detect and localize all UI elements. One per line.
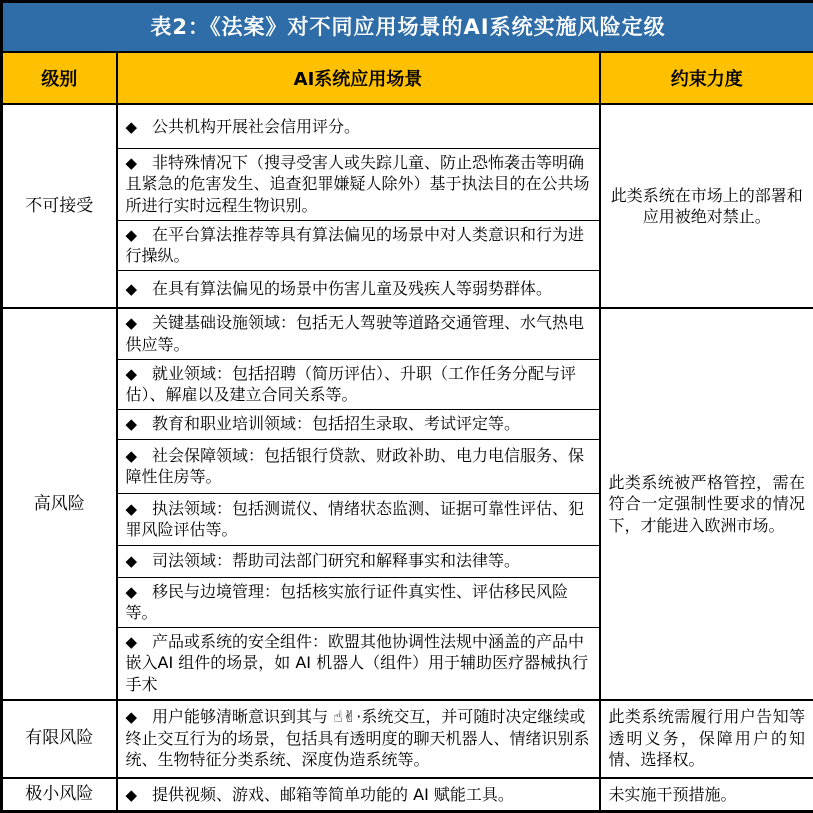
scenario-cell (117, 220, 600, 270)
diamond-bullet-icon: ◆ (126, 500, 138, 518)
scenario-cell (117, 627, 600, 699)
column-header-level: 级别 (2, 52, 117, 104)
scenario-text: 关键基础设施领域：包括无人驾驶等道路交通管理、水气热电供应等。 (126, 313, 585, 354)
constraint-cell-minimal-risk: 未实施干预措施。 (600, 778, 813, 812)
level-cell-high-risk: 高风险 (2, 308, 117, 699)
constraint-cell-unacceptable: 此类系统在市场上的部署和应用被绝对禁止。 (600, 104, 813, 308)
scenario-cell (117, 700, 600, 778)
diamond-bullet-icon: ◆ (126, 118, 138, 136)
scenario-text: 执法领域：包括测谎仪、情绪状态监测、证据可靠性评估、犯罪风险评估等。 (126, 499, 585, 540)
constraint-cell-high-risk: 此类系统被严格管控，需在符合一定强制性要求的情况下，才能进入欧洲市场。 (600, 308, 813, 699)
table-row (2, 700, 813, 778)
scenario-text: 教育和职业培训领域：包括招生录取、考试评定等。 (152, 414, 520, 433)
scenario-cell (117, 493, 600, 545)
scenario-text: 移民与边境管理：包括核实旅行证件真实性、评估移民风险等。 (126, 582, 569, 623)
scenario-text: 在具有算法偏见的场景中伤害儿童及残疾人等弱势群体。 (152, 279, 552, 298)
diamond-bullet-icon: ◆ (126, 786, 138, 804)
diamond-bullet-icon: ◆ (126, 708, 138, 726)
diamond-bullet-icon: ◆ (126, 447, 138, 465)
scenario-cell (117, 104, 600, 148)
scenario-cell (117, 270, 600, 308)
diamond-bullet-icon: ◆ (126, 314, 138, 332)
diamond-bullet-icon: ◆ (126, 633, 138, 651)
table-row (2, 104, 813, 148)
scenario-text: 司法领域：帮助司法部门研究和解释事实和法律等。 (152, 551, 520, 570)
scenario-text: 用户能够清晰意识到其与 ☝✌·系统交互，并可随时决定继续或终止交互行为的场景，包括具有透明度的聊天机器人、情绪识别系统、生物特征分类系统、深度伪造系统等。 (126, 707, 590, 769)
diamond-bullet-icon: ◆ (126, 415, 138, 433)
scenario-cell (117, 778, 600, 812)
diamond-bullet-icon: ◆ (126, 226, 138, 244)
table-row (2, 778, 813, 812)
scenario-cell (117, 308, 600, 359)
table-row (2, 308, 813, 359)
scenario-text: 在平台算法推荐等具有算法偏见的场景中对人类意识和行为进行操纵。 (126, 225, 585, 266)
column-header-constraint: 约束力度 (600, 52, 813, 104)
scenario-text: 非特殊情况下（搜寻受害人或失踪儿童、防止恐怖袭击等明确且紧急的危害发生、追查犯罪嫌疑人除外）基于执法目的在公共场所进行实时远程生物识别。 (126, 153, 590, 215)
level-cell-minimal-risk: 极小风险 (2, 778, 117, 812)
scenario-cell (117, 545, 600, 577)
scenario-cell (117, 359, 600, 409)
scenario-cell (117, 148, 600, 220)
title-row (2, 2, 813, 53)
level-cell-unacceptable: 不可接受 (2, 104, 117, 308)
scenario-text: 社会保障领域：包括银行贷款、财政补助、电力电信服务、保障性住房等。 (126, 446, 585, 487)
scenario-text: 公共机构开展社会信用评分。 (152, 117, 360, 136)
scenario-cell (117, 409, 600, 439)
diamond-bullet-icon: ◆ (126, 154, 138, 172)
diamond-bullet-icon: ◆ (126, 583, 138, 601)
diamond-bullet-icon: ◆ (126, 365, 138, 383)
diamond-bullet-icon: ◆ (126, 280, 138, 298)
scenario-text: 产品或系统的安全组件：欧盟其他协调性法规中涵盖的产品中嵌入AI 组件的场景，如 AI 机器人（组件）用于辅助医疗器械执行手术 (126, 632, 589, 694)
level-cell-limited-risk: 有限风险 (2, 700, 117, 778)
column-header-scenario: AI系统应用场景 (117, 52, 600, 104)
scenario-text: 提供视频、游戏、邮箱等简单功能的 AI 赋能工具。 (152, 785, 514, 804)
diamond-bullet-icon: ◆ (126, 552, 138, 570)
table-title: 表2：《法案》对不同应用场景的AI系统实施风险定级 (2, 2, 813, 53)
scenario-cell (117, 577, 600, 627)
constraint-cell-limited-risk: 此类系统需履行用户告知等透明义务，保障用户的知情、选择权。 (600, 700, 813, 778)
scenario-text: 就业领域：包括招聘（简历评估）、升职（工作任务分配与评估）、解雇以及建立合同关系等。 (126, 364, 577, 405)
scenario-cell (117, 439, 600, 493)
header-row (2, 52, 813, 104)
